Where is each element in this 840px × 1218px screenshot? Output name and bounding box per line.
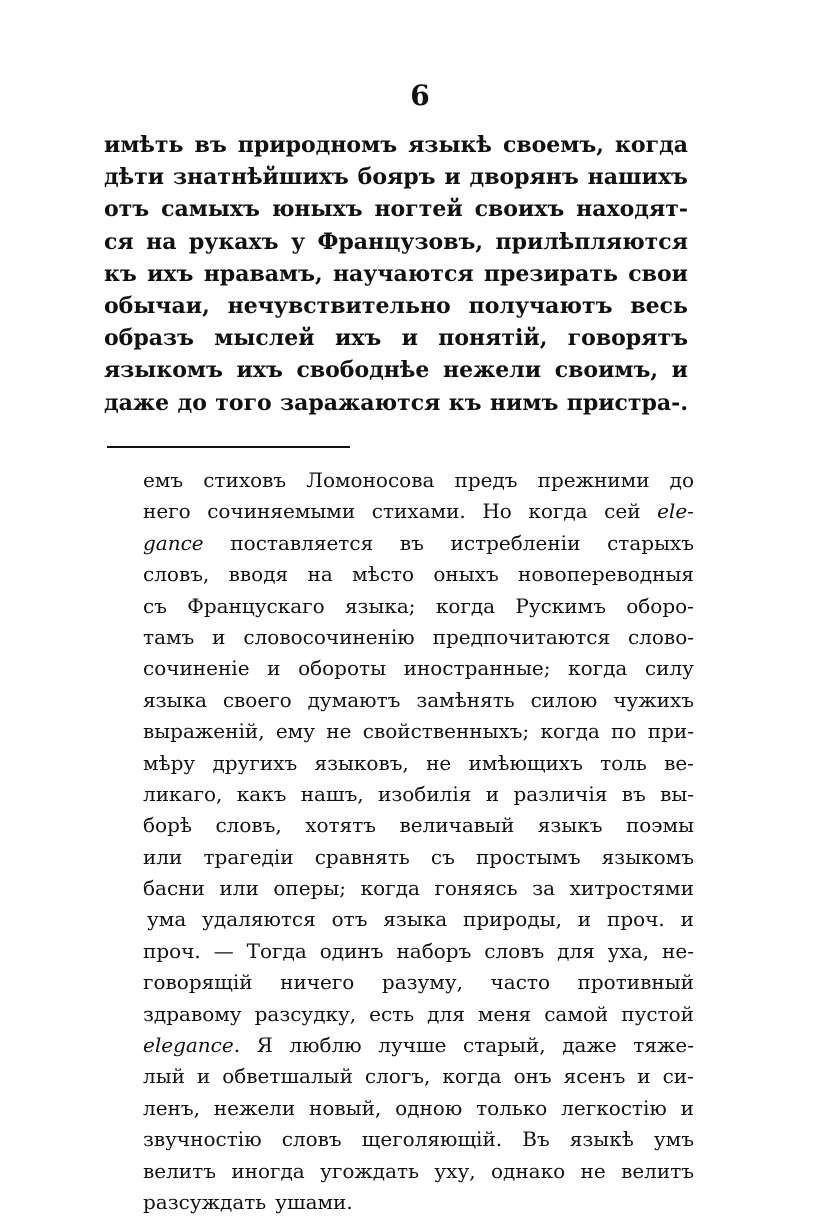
footnote-line — [143, 1187, 694, 1218]
word: вы- — [660, 781, 694, 806]
footnote-line — [143, 779, 694, 810]
word: тамъ — [143, 624, 195, 649]
word: ве- — [664, 750, 694, 775]
word: до — [669, 468, 694, 492]
word: ele- — [657, 499, 694, 524]
word: имѣющихъ — [468, 750, 583, 775]
word: стиховъ — [203, 468, 287, 492]
word: своего — [222, 687, 292, 712]
word: гоняясь — [434, 876, 518, 901]
word: наборъ — [396, 938, 472, 963]
word: у — [290, 228, 306, 255]
word: говорящій — [143, 970, 253, 995]
footnote-separator — [107, 446, 350, 448]
word: какъ — [236, 781, 287, 806]
word: имѣть — [104, 132, 184, 158]
word: и — [212, 624, 226, 649]
footnote-line — [143, 653, 694, 684]
word: старыхъ — [607, 530, 694, 555]
word: своемъ, — [502, 132, 604, 158]
footnote-line — [143, 748, 694, 779]
word: словосочиненію — [243, 624, 415, 649]
footnote-line — [143, 1030, 694, 1061]
word: въ — [399, 530, 424, 555]
word: для — [557, 938, 595, 963]
word: свои — [628, 260, 688, 287]
word: трагедіи — [203, 844, 294, 869]
word: иногда — [231, 1158, 305, 1183]
word: языка — [383, 907, 448, 932]
word: удаляются — [202, 907, 316, 932]
word: ушами. — [275, 1189, 353, 1214]
word: когда — [528, 499, 588, 524]
word: истребленіи — [450, 530, 581, 555]
word: знатнѣйшихъ — [172, 164, 349, 191]
word: elegance. — [143, 1033, 241, 1058]
footnote-line — [143, 842, 694, 873]
word: ничего — [280, 970, 355, 995]
word: умъ — [653, 1127, 694, 1152]
word: на — [146, 228, 177, 255]
word: здравому — [143, 1001, 242, 1026]
word: когда — [360, 876, 420, 901]
footnote-line — [143, 936, 694, 967]
word: Францускаго — [187, 593, 325, 618]
word: на — [307, 562, 333, 587]
word: разсуждать — [143, 1189, 267, 1214]
main-text — [104, 129, 688, 419]
word: и — [577, 907, 592, 932]
word: заражаются — [280, 389, 441, 416]
word: замѣнять — [416, 687, 515, 712]
word: противный — [577, 970, 694, 995]
word: сравнять — [314, 844, 410, 869]
word: ему — [275, 719, 316, 744]
word: языковъ, — [314, 750, 409, 775]
word: языкъ — [537, 813, 603, 838]
main-text-line — [104, 354, 688, 386]
word: самыхъ — [161, 196, 260, 223]
word: когда — [442, 1064, 502, 1089]
word: лучше — [378, 1033, 447, 1058]
word: велитъ — [621, 1158, 694, 1183]
word: и — [196, 1064, 211, 1089]
word: ликаго, — [143, 781, 223, 806]
main-text-line — [104, 322, 688, 354]
word: языкѣ — [569, 1127, 634, 1152]
word: ихъ — [334, 325, 382, 352]
word: и — [444, 164, 461, 191]
word: ленъ, — [143, 1095, 200, 1120]
word: gance — [143, 530, 204, 555]
word: уху, — [434, 1158, 476, 1183]
word: изобилія — [378, 781, 472, 806]
word: борѣ — [143, 813, 192, 838]
word: не — [580, 1158, 606, 1183]
word: не- — [662, 938, 694, 963]
word: когда — [540, 719, 600, 744]
footnote-line — [143, 1124, 694, 1155]
main-text-line — [104, 387, 688, 419]
word: и — [637, 1064, 651, 1089]
word: силу — [644, 656, 694, 681]
word: къ — [104, 260, 137, 287]
word: весь — [630, 292, 688, 319]
word: сочиненіе — [143, 656, 250, 681]
word: по — [611, 719, 637, 744]
word: слово- — [627, 624, 694, 649]
word: юныхъ — [271, 196, 363, 223]
word: однако — [490, 1158, 566, 1183]
word: говорятъ — [567, 325, 688, 352]
word: получаютъ — [468, 292, 613, 319]
word: мѣсто — [352, 562, 415, 587]
footnote-line — [143, 528, 694, 559]
word: своимъ, — [554, 357, 659, 384]
word: природномъ — [237, 132, 398, 158]
footnote-line — [143, 496, 694, 527]
page-number: 6 — [410, 79, 430, 112]
word: стихами. — [371, 499, 466, 524]
word: оныхъ — [433, 562, 499, 587]
word: Тогда — [246, 938, 307, 963]
word: ся — [104, 228, 134, 255]
word: своихъ — [474, 196, 565, 223]
footnote-line — [143, 1061, 694, 1092]
word: ихъ — [236, 357, 283, 384]
word: или — [143, 844, 183, 869]
footnote-line — [143, 465, 694, 496]
word: величавый — [399, 813, 515, 838]
footnote-line — [143, 685, 694, 716]
word: образъ — [104, 325, 194, 352]
word: презирать — [483, 260, 618, 287]
word: нашихъ — [587, 164, 688, 191]
word: съ — [143, 593, 167, 618]
word: лый — [143, 1064, 185, 1089]
footnote-line — [143, 967, 694, 998]
word: иностранные; — [403, 656, 551, 681]
word: въ — [194, 132, 227, 158]
word: словъ — [281, 1127, 342, 1152]
main-text-line — [104, 161, 688, 193]
word: пустой — [621, 1001, 694, 1026]
word: и — [680, 1095, 694, 1120]
word: проч. — [607, 907, 665, 932]
word: обороты — [298, 656, 387, 681]
word: сочиняемыми — [207, 499, 356, 524]
word: есть — [369, 1001, 415, 1026]
footnote-line — [143, 1093, 694, 1124]
word: съ — [430, 844, 455, 869]
footnote-line — [143, 559, 694, 590]
word: ногтей — [374, 196, 463, 223]
word: мѣру — [143, 750, 196, 775]
footnote-line — [143, 591, 694, 622]
word: самой — [544, 1001, 609, 1026]
footnote — [143, 465, 694, 1218]
word: языкѣ — [408, 132, 492, 158]
word: предпочитаются — [432, 624, 611, 649]
word: бояръ — [357, 164, 436, 191]
word: прежними — [537, 468, 650, 492]
word: обычаи, — [104, 292, 210, 319]
main-text-line — [104, 258, 688, 290]
word: даже — [562, 1033, 617, 1058]
word: пристра-. — [566, 389, 688, 416]
word: не — [426, 750, 452, 775]
word: си- — [662, 1064, 694, 1089]
word: люблю — [289, 1033, 362, 1058]
word: велитъ — [143, 1158, 216, 1183]
word: и — [680, 907, 694, 932]
footnote-line — [143, 904, 694, 935]
word: различія — [513, 781, 608, 806]
word: Ломоносова — [306, 468, 435, 492]
footnote-line — [143, 716, 694, 747]
word: природы, — [463, 907, 562, 932]
footnote-line — [143, 622, 694, 653]
word: когда — [435, 593, 496, 618]
word: разуму, — [381, 970, 463, 995]
word: сей — [604, 499, 641, 524]
word: звучностію — [143, 1127, 262, 1152]
word: Я — [256, 1033, 273, 1058]
word: поэмы — [625, 813, 694, 838]
word: емъ — [143, 468, 184, 492]
word: понятій, — [438, 325, 548, 352]
word: Рускимъ — [515, 593, 606, 618]
word: отъ — [331, 907, 368, 932]
word: въ — [621, 781, 646, 806]
word: прилѣпляются — [495, 228, 688, 255]
word: угождать — [320, 1158, 420, 1183]
word: басни — [143, 876, 205, 901]
word: одною — [395, 1095, 463, 1120]
word: ясенъ — [563, 1064, 626, 1089]
word: нимъ — [489, 389, 559, 416]
word: уха, — [607, 938, 650, 963]
word: нежели — [213, 1095, 296, 1120]
word: Въ — [522, 1127, 550, 1152]
word: того — [215, 389, 272, 416]
word: оборо- — [626, 593, 694, 618]
word: простымъ — [475, 844, 581, 869]
word: словъ — [484, 938, 545, 963]
word: языкомъ — [601, 844, 694, 869]
word: находят- — [576, 196, 688, 223]
word: когда — [568, 656, 628, 681]
word: обветшалый — [222, 1064, 353, 1089]
word: только — [476, 1095, 548, 1120]
word: не — [326, 719, 352, 744]
word: и — [485, 781, 500, 806]
word: языкомъ — [104, 357, 223, 384]
main-text-line — [104, 193, 688, 225]
word: тяже- — [633, 1033, 694, 1058]
word: языка — [143, 687, 207, 712]
word: Но — [482, 499, 512, 524]
footnote-line — [143, 999, 694, 1030]
word: нравамъ, — [203, 260, 323, 287]
word: когда — [615, 132, 688, 158]
word: поставляется — [230, 530, 374, 555]
word: новопереводныя — [518, 562, 694, 587]
word: часто — [490, 970, 550, 995]
word: языка; — [344, 593, 416, 618]
word: одинъ — [319, 938, 384, 963]
word: старый, — [463, 1033, 546, 1058]
word: меня — [477, 1001, 532, 1026]
word: научаются — [332, 260, 474, 287]
word: слогъ, — [364, 1064, 431, 1089]
word: Французовъ, — [317, 228, 484, 255]
word: ихъ — [147, 260, 194, 287]
word: мыслей — [214, 325, 315, 352]
word: ума — [147, 907, 187, 932]
word: — — [213, 938, 234, 963]
word: выраженій, — [143, 719, 265, 744]
word: предъ — [454, 468, 518, 492]
word: хитростями — [569, 876, 694, 901]
word: и — [401, 325, 418, 352]
word: чужихъ — [613, 687, 694, 712]
word: при- — [647, 719, 694, 744]
word: него — [143, 499, 191, 524]
word: для — [427, 1001, 465, 1026]
word: оперы; — [273, 876, 347, 901]
word: хотятъ — [305, 813, 377, 838]
main-text-line — [104, 226, 688, 258]
word: рукахъ — [188, 228, 279, 255]
main-text-line — [104, 290, 688, 322]
word: свойственныхъ; — [362, 719, 530, 744]
word: щеголяющій. — [361, 1127, 503, 1152]
word: новый, — [309, 1095, 382, 1120]
word: онъ — [513, 1064, 552, 1089]
word: отъ — [104, 196, 150, 223]
word: силою — [530, 687, 598, 712]
word: или — [219, 876, 259, 901]
word: за — [532, 876, 556, 901]
main-text-line — [104, 129, 688, 161]
word: и — [671, 357, 688, 384]
word: дворянъ — [469, 164, 579, 191]
word: толь — [600, 750, 647, 775]
word: и — [267, 656, 281, 681]
footnote-line — [143, 1156, 694, 1187]
word: нежели — [442, 357, 542, 384]
word: другихъ — [212, 750, 298, 775]
word: проч. — [143, 938, 201, 963]
word: разсудку, — [254, 1001, 357, 1026]
word: даже — [104, 389, 170, 416]
word: нечувствительно — [227, 292, 451, 319]
word: думаютъ — [307, 687, 401, 712]
footnote-line — [143, 810, 694, 841]
word: до — [177, 389, 207, 416]
word: вводя — [228, 562, 289, 587]
footnote-line — [143, 873, 694, 904]
word: нашъ, — [300, 781, 364, 806]
word: къ — [448, 389, 482, 416]
word: дѣти — [104, 164, 165, 191]
word: свободнѣе — [296, 357, 430, 384]
word: словъ, — [215, 813, 282, 838]
word: словъ, — [143, 562, 210, 587]
word: легкостію — [561, 1095, 667, 1120]
